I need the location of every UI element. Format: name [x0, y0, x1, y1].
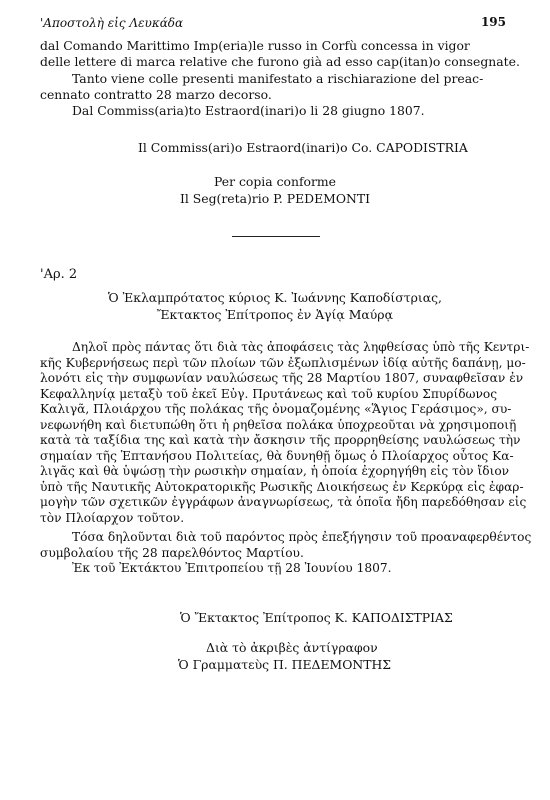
- text-line: τὸν Πλοίαρχον τοῦτον.: [40, 511, 185, 526]
- text-line: συμβολαίου τῆς 28 παρελθόντος Μαρτίου.: [40, 545, 304, 560]
- text-line: Dal Commiss(aria)to Estraord(inari)o li 28 giugno 1807.: [72, 103, 425, 119]
- page-number: 195: [480, 15, 506, 29]
- italian-paragraph: [40, 38, 518, 119]
- text-line: κῆς Κυβερνήσεως περὶ τῶν πλοίων τῶν ἐξωπλισμένων ἰδίᾳ αὐτῆς δαπάνῃ, μο-: [40, 355, 526, 370]
- text-line: Κεφαλληνίᾳ μεταξὺ τοῦ ἐκεῖ Εὐγ. Πρυτάνεως καὶ τοῦ κυρίου Σπυρίδωνος: [40, 386, 498, 401]
- greek-heading-issuer: Ὁ Ἐκλαμπρότατος κύριος Κ. Ἰωάννης Καποδίστριας,: [108, 290, 442, 305]
- text-line: Καλιγᾶ, Πλοιάρχου τῆς πολάκας τῆς ὀνομαζομένης «Ἅγιος Γεράσιμος», συ-: [40, 402, 512, 417]
- greek-heading-office: Ἔκτακτος Ἐπίτροπος ἐν Ἁγίᾳ Μαύρᾳ: [157, 307, 393, 322]
- text-line: μογὴν τῶν σχετικῶν ἐγγράφων ἀναγνωρίσεως, τὰ ὁποῖα ἤδη παρεδόθησαν εἰς: [40, 495, 527, 510]
- text-line: λιγᾶς καὶ θὰ ὑψώσῃ τὴν ρωσικὴν σημαίαν, ἡ ὁποία ἐχορηγήθη εἰς τὸν ἴδιον: [40, 464, 510, 479]
- italian-copy-note: Per copia conforme: [213, 174, 337, 189]
- greek-signature: Ὁ Ἔκτακτος Ἐπίτροπος Κ. ΚΑΠΟΔΙΣΤΡΙΑΣ: [180, 610, 453, 625]
- text-line: Ἐκ τοῦ Ἐκτάκτου Ἐπιτροπείου τῇ 28 Ἰουνίου 1807.: [72, 561, 392, 576]
- text-line: cennato contratto 28 marzo decorso.: [40, 86, 272, 102]
- text-line: ὑπὸ τῆς Ναυτικῆς Αὐτοκρατορικῆς Ρωσικῆς Διοικήσεως ἐν Κερκύρᾳ εἰς ἐφαρ-: [40, 479, 524, 494]
- text-line: νεφωνήθη καὶ διετυπώθη ὅτι ἡ ρηθεῖσα πολάκα ὑποχρεοῦται νὰ χρησιμοποιῇ: [40, 417, 517, 432]
- text-line: λονότι εἰς τὴν συμφωνίαν ναυλώσεως τῆς 28 Μαρτίου 1807, συναφθεῖσαν ἐν: [40, 371, 524, 386]
- running-title: 'Αποστολὴ εἰς Λευκάδα: [40, 16, 184, 30]
- text-line: Tanto viene colle presenti manifestato a rischiarazione del preac-: [72, 70, 484, 86]
- text-line: delle lettere di marca relative che furono già ad esso cap(itan)o consegnate.: [40, 54, 520, 70]
- section-divider: [232, 236, 320, 237]
- document-number: 'Αρ. 2: [40, 267, 78, 282]
- italian-secretary: Il Seg(reta)rio P. PEDEMONTI: [179, 191, 371, 206]
- greek-copy-note: Διὰ τὸ ἀκριβὲς ἀντίγραφον: [206, 640, 378, 655]
- text-line: Δηλοῖ πρὸς πάντας ὅτι διὰ τὰς ἀποφάσεις τὰς ληφθείσας ὑπὸ τῆς Κεντρι-: [72, 340, 530, 354]
- italian-signature: Il Commiss(ari)o Estraord(inari)o Co. CAPODISTRIA: [138, 140, 468, 155]
- text-line: Τόσα δηλοῦνται διὰ τοῦ παρόντος πρὸς ἐπεξήγησιν τοῦ προαναφερθέντος: [72, 530, 532, 544]
- greek-secretary: Ὁ Γραμματεὺς Π. ΠΕΔΕΜΟΝΤΗΣ: [178, 657, 392, 672]
- text-line: dal Comando Marittimo Imp(eria)le russo in Corfù concessa in vigor: [40, 38, 470, 53]
- greek-closing-paragraph: [40, 530, 532, 577]
- greek-paragraph: [40, 340, 530, 527]
- text-line: σημαίαν τῆς Ἑπτανήσου Πολιτείας, θὰ δυνηθῇ ὅμως ὁ Πλοίαρχος οὗτος Κα-: [40, 448, 514, 463]
- text-line: κατὰ τὰ ταξίδια της καὶ κατὰ τὴν ἄσκησιν τῆς προρρηθείσης ναυλώσεως τὴν: [40, 433, 521, 448]
